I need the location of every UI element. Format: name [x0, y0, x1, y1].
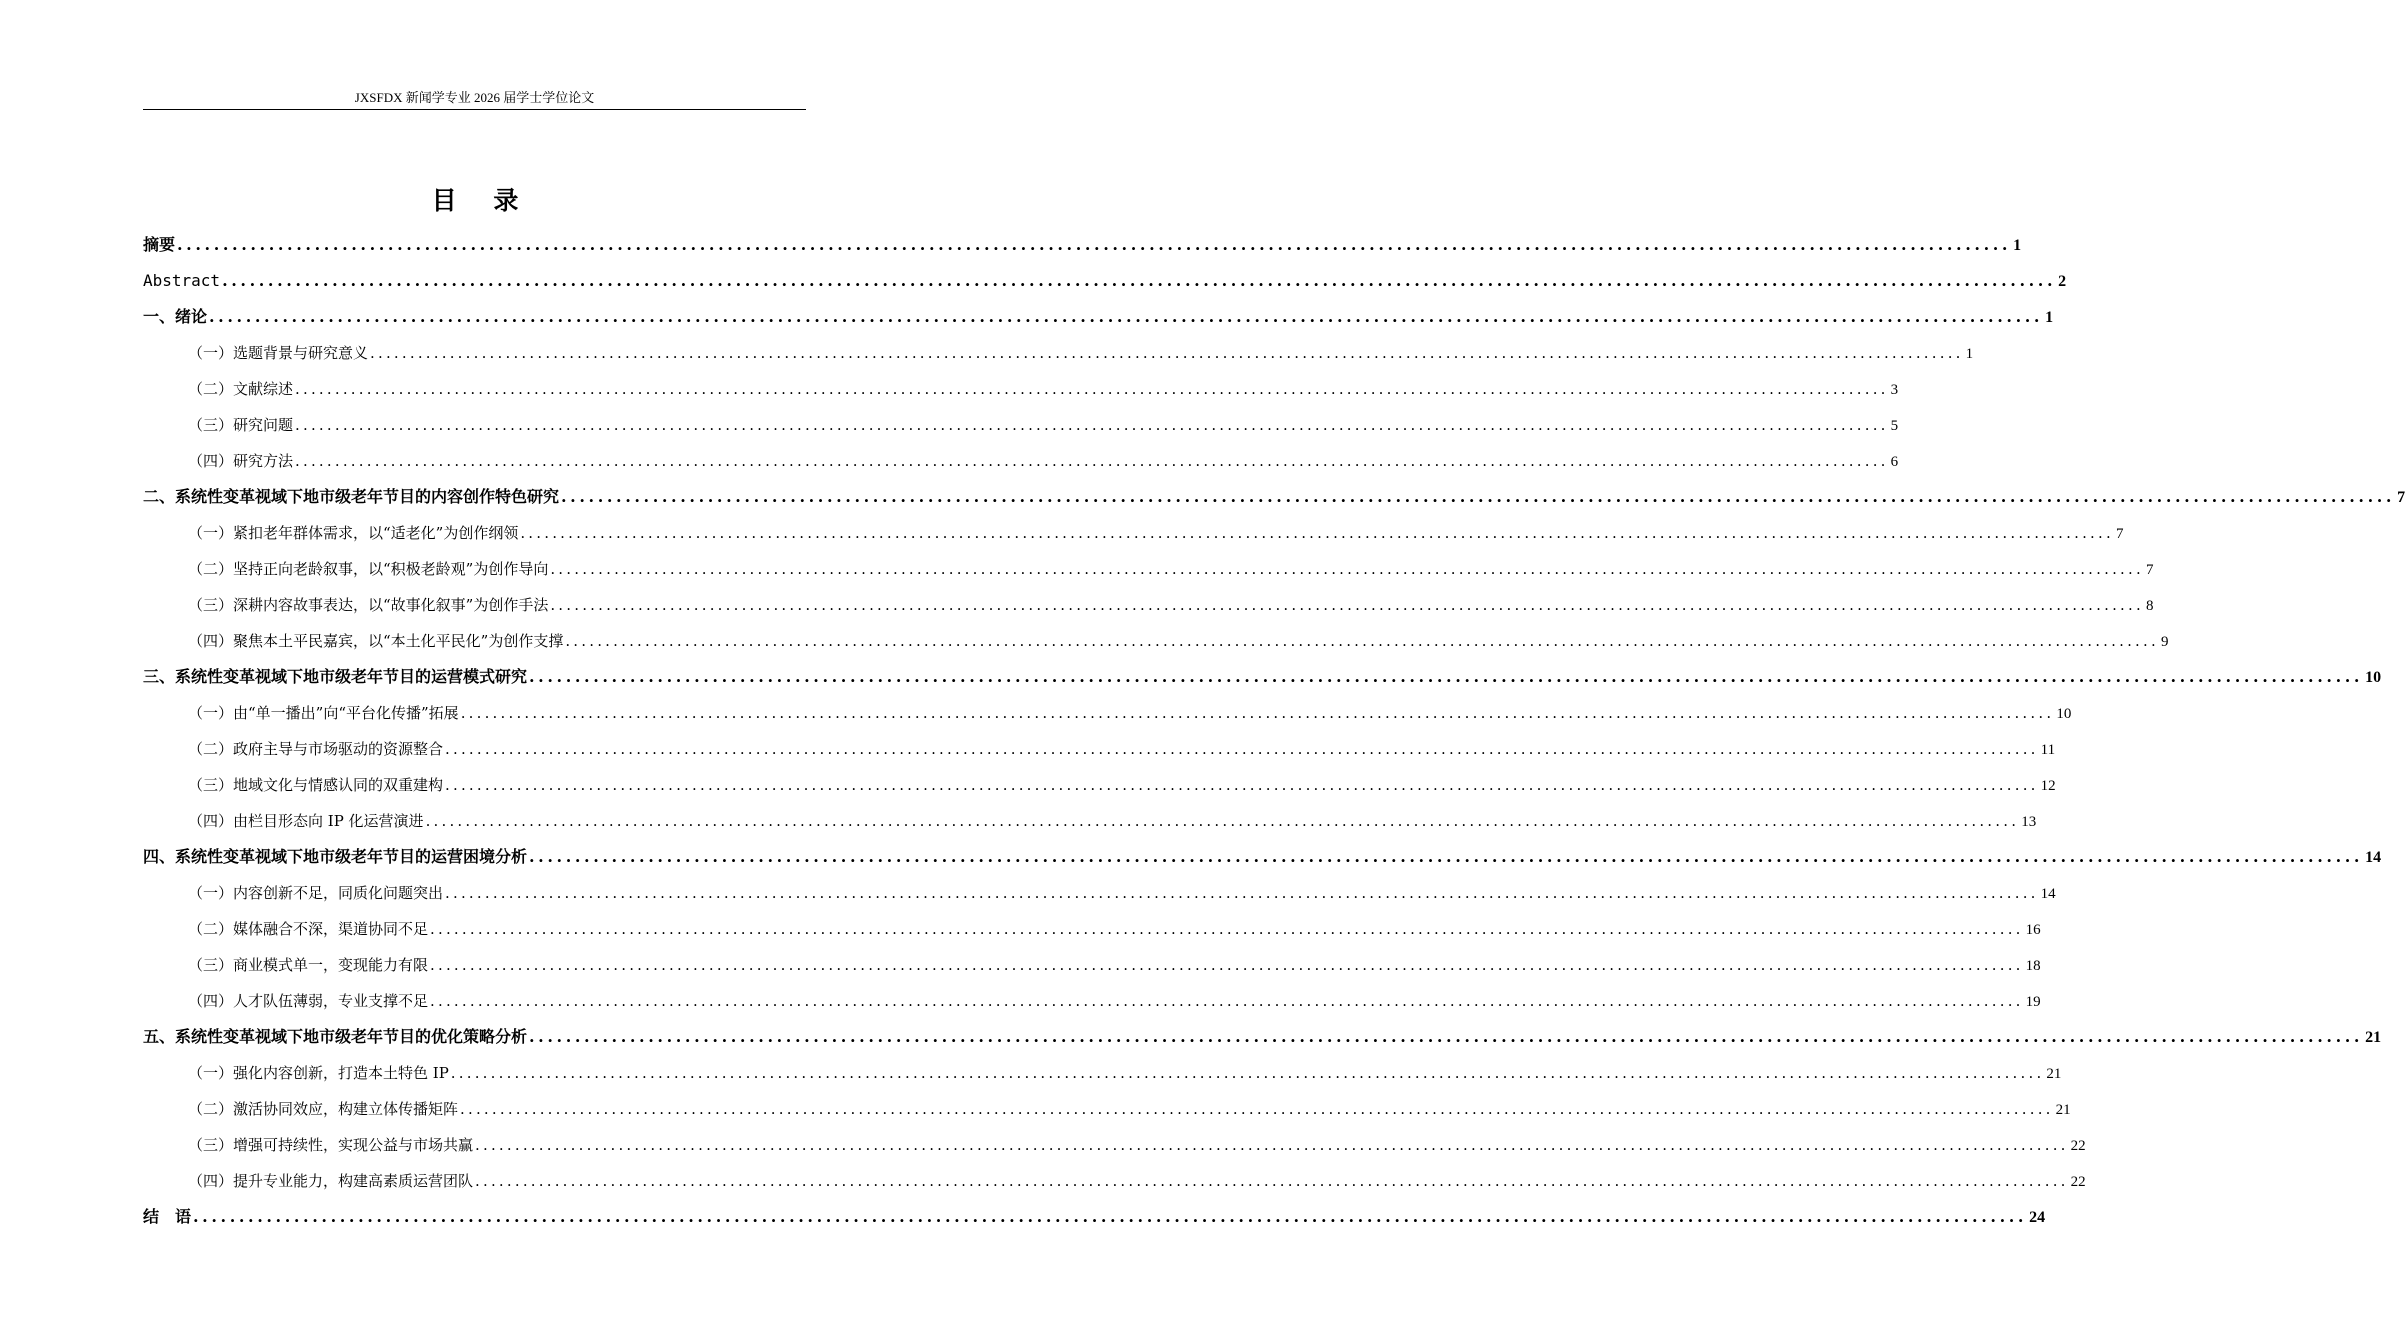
toc-entry[interactable] [143, 1055, 2062, 1091]
toc-dot-leader: ........................................................................................................................................................................................................ [529, 1027, 2364, 1046]
toc-dot-leader: ........................................................................................................................................................................................................ [209, 307, 2044, 326]
toc-entry-label: （一）由“单一播出”向“平台化传播”拓展 [188, 704, 459, 722]
toc-entry-label: （四）人才队伍薄弱，专业支撑不足 [188, 992, 429, 1010]
toc-page-number: 3 [1890, 382, 1899, 398]
toc-entry-label: 二、系统性变革视域下地市级老年节目的内容创作特色研究 [143, 487, 560, 506]
toc-dot-leader: ........................................................................................................................................................................................................ [430, 992, 2024, 1010]
toc-page-number: 21 [2046, 1066, 2062, 1082]
toc-dot-leader: ........................................................................................................................................................................................................ [445, 740, 2039, 758]
toc-dot-leader: ........................................................................................................................................................................................................ [550, 560, 2144, 578]
toc-page-number: 9 [2160, 634, 2169, 650]
toc-entry[interactable] [143, 875, 2056, 911]
toc-entry-label: 一、绪论 [143, 307, 208, 326]
toc-entry[interactable] [143, 551, 2154, 587]
toc-entry[interactable] [143, 587, 2154, 623]
toc-entry-label: （一）紧扣老年群体需求，以“适老化”为创作纲领 [188, 524, 519, 542]
toc-entry[interactable] [143, 983, 2041, 1019]
toc-page-number: 11 [2040, 742, 2056, 758]
toc-page-number: 14 [2040, 886, 2056, 902]
toc-dot-leader: ........................................................................................................................................................................................................ [445, 884, 2039, 902]
toc-dot-leader: ........................................................................................................................................................................................................ [177, 235, 2012, 254]
toc-entry[interactable] [143, 1127, 2086, 1163]
toc-page-number: 10 [2056, 706, 2072, 722]
toc-entry[interactable] [143, 767, 2056, 803]
toc-entry[interactable] [143, 227, 2022, 263]
toc-entry[interactable] [143, 1163, 2086, 1199]
toc-page-number: 22 [2070, 1138, 2086, 1154]
table-of-contents [143, 227, 2405, 1235]
toc-page-number: 21 [2055, 1102, 2071, 1118]
toc-dot-leader: ........................................................................................................................................................................................................ [520, 524, 2114, 542]
toc-page-number: 7 [2397, 489, 2405, 506]
toc-entry[interactable] [143, 803, 2037, 839]
toc-entry[interactable] [143, 659, 2382, 695]
toc-page-number: 24 [2029, 1209, 2046, 1226]
toc-entry-label: Abstract [143, 271, 221, 290]
toc-page-number: 22 [2070, 1174, 2086, 1190]
toc-page-number: 1 [1965, 346, 1974, 362]
running-header: JXSFDX 新闻学专业 2026 届学士学位论文 [354, 90, 595, 105]
toc-entry-label: （二）政府主导与市场驱动的资源整合 [188, 740, 444, 758]
toc-entry-label: （二）坚持正向老龄叙事，以“积极老龄观”为创作导向 [188, 560, 549, 578]
toc-entry[interactable] [143, 1019, 2382, 1055]
toc-dot-leader: ........................................................................................................................................................................................................ [460, 1100, 2054, 1118]
toc-entry[interactable] [143, 407, 1899, 443]
toc-page-number: 12 [2040, 778, 2056, 794]
toc-page-number: 8 [2145, 598, 2154, 614]
toc-entry[interactable] [143, 371, 1899, 407]
toc-entry[interactable] [143, 947, 2041, 983]
toc-entry[interactable] [143, 731, 2056, 767]
toc-entry-label: 三、系统性变革视域下地市级老年节目的运营模式研究 [143, 667, 528, 686]
toc-dot-leader: ........................................................................................................................................................................................................ [529, 847, 2364, 866]
toc-dot-leader: ........................................................................................................................................................................................................ [475, 1172, 2069, 1190]
toc-entry[interactable] [143, 443, 1899, 479]
toc-dot-leader: ........................................................................................................................................................................................................ [450, 1064, 2045, 1082]
toc-dot-leader: ........................................................................................................................................................................................................ [425, 812, 2020, 830]
toc-entry[interactable] [143, 263, 2067, 299]
toc-entry-label: （一）内容创新不足，同质化问题突出 [188, 884, 444, 902]
page-title: 目 录 [431, 186, 533, 215]
toc-dot-leader: ........................................................................................................................................................................................................ [529, 667, 2364, 686]
toc-entry-label: 五、系统性变革视域下地市级老年节目的优化策略分析 [143, 1027, 528, 1046]
toc-dot-leader: ........................................................................................................................................................................................................ [475, 1136, 2069, 1154]
toc-page-number: 13 [2021, 814, 2037, 830]
toc-entry-label: （一）强化内容创新，打造本土特色 IP [188, 1064, 449, 1082]
toc-dot-leader: ........................................................................................................................................................................................................ [370, 344, 1964, 362]
toc-entry[interactable] [143, 839, 2382, 875]
toc-page-number: 5 [1890, 418, 1899, 434]
toc-dot-leader: ........................................................................................................................................................................................................ [460, 704, 2055, 722]
toc-entry-label: （二）文献综述 [188, 380, 294, 398]
toc-page-number: 1 [2013, 237, 2022, 254]
toc-dot-leader: ........................................................................................................................................................................................................ [430, 956, 2024, 974]
toc-entry-label: （一）选题背景与研究意义 [188, 344, 369, 362]
toc-entry-label: （三）研究问题 [188, 416, 294, 434]
toc-page-number: 19 [2025, 994, 2041, 1010]
toc-entry-label: （四）研究方法 [188, 452, 294, 470]
toc-entry-label: （三）地域文化与情感认同的双重建构 [188, 776, 444, 794]
toc-page-number: 10 [2365, 669, 2382, 686]
toc-dot-leader: ........................................................................................................................................................................................................ [550, 596, 2144, 614]
toc-page-number: 2 [2058, 273, 2067, 290]
toc-entry-label: 结 语 [143, 1207, 192, 1226]
toc-entry-label: （四）由栏目形态向 IP 化运营演进 [188, 812, 424, 830]
toc-page-number: 18 [2025, 958, 2041, 974]
toc-dot-leader: ........................................................................................................................................................................................................ [445, 776, 2039, 794]
toc-entry-label: （二）激活协同效应，构建立体传播矩阵 [188, 1100, 459, 1118]
toc-dot-leader: ........................................................................................................................................................................................................ [222, 271, 2057, 290]
toc-entry[interactable] [143, 911, 2041, 947]
toc-page-number: 7 [2145, 562, 2154, 578]
toc-entry[interactable] [143, 695, 2072, 731]
toc-entry-label: 摘要 [143, 235, 176, 254]
toc-page-number: 6 [1890, 454, 1899, 470]
toc-entry-label: （二）媒体融合不深，渠道协同不足 [188, 920, 429, 938]
toc-entry-label: （三）增强可持续性，实现公益与市场共赢 [188, 1136, 474, 1154]
toc-entry-label: （四）聚焦本土平民嘉宾，以“本土化平民化”为创作支撑 [188, 632, 564, 650]
toc-dot-leader: ........................................................................................................................................................................................................ [193, 1207, 2028, 1226]
toc-entry[interactable] [143, 515, 2124, 551]
header-rule [143, 109, 806, 110]
toc-dot-leader: ........................................................................................................................................................................................................ [565, 632, 2159, 650]
toc-entry[interactable] [143, 299, 2054, 335]
toc-entry[interactable] [143, 479, 2405, 515]
toc-dot-leader: ........................................................................................................................................................................................................ [295, 416, 1889, 434]
toc-dot-leader: ........................................................................................................................................................................................................ [430, 920, 2024, 938]
toc-page-number: 16 [2025, 922, 2041, 938]
toc-page-number: 1 [2045, 309, 2054, 326]
toc-dot-leader: ........................................................................................................................................................................................................ [295, 452, 1889, 470]
toc-entry[interactable] [143, 1199, 2046, 1235]
toc-entry-label: （三）商业模式单一，变现能力有限 [188, 956, 429, 974]
toc-page-number: 7 [2115, 526, 2124, 542]
toc-dot-leader: ........................................................................................................................................................................................................ [561, 487, 2396, 506]
toc-entry-label: （三）深耕内容故事表达，以“故事化叙事”为创作手法 [188, 596, 549, 614]
toc-page-number: 21 [2365, 1029, 2382, 1046]
toc-entry[interactable] [143, 1091, 2071, 1127]
toc-entry-label: 四、系统性变革视域下地市级老年节目的运营困境分析 [143, 847, 528, 866]
toc-entry-label: （四）提升专业能力，构建高素质运营团队 [188, 1172, 474, 1190]
toc-entry[interactable] [143, 335, 1974, 371]
toc-dot-leader: ........................................................................................................................................................................................................ [295, 380, 1889, 398]
toc-entry[interactable] [143, 623, 2169, 659]
toc-page-number: 14 [2365, 849, 2382, 866]
